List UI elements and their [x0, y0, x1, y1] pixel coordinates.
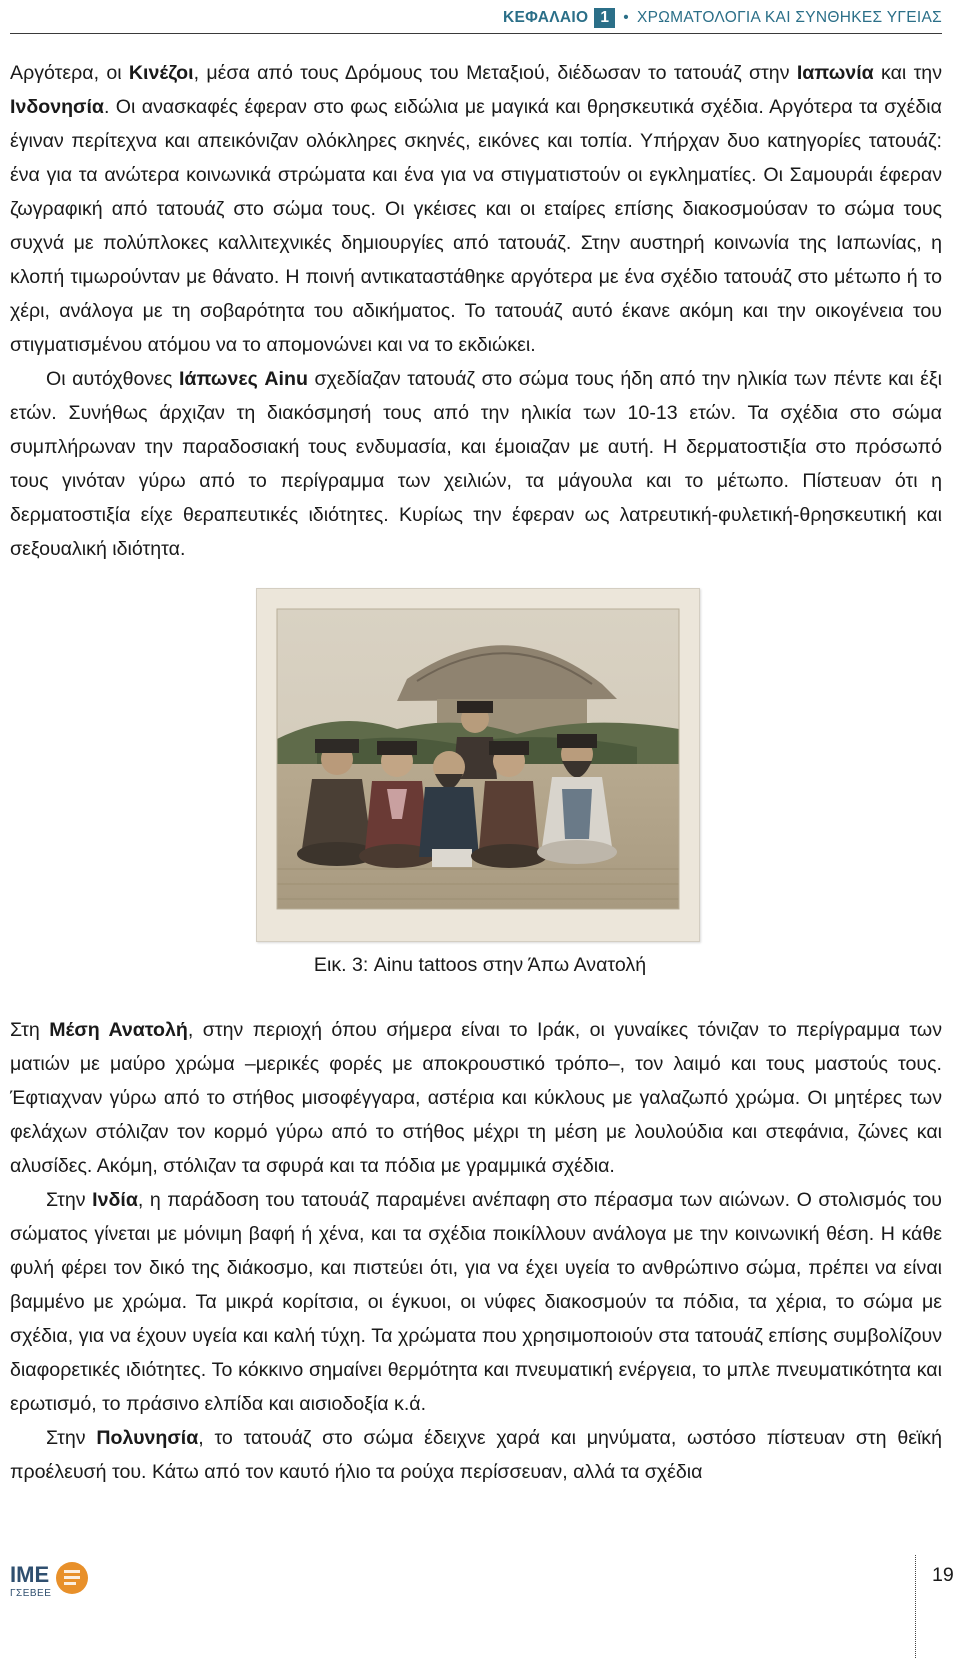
bold-term: Μέση Ανατολή	[49, 1019, 188, 1041]
ime-logo	[10, 1560, 100, 1608]
paragraph-india: Στην Ινδία, η παράδοση του τατουάζ παραμένει ανέπαφη στο πέρασμα των αιώνων. Ο στολισμός του σώματος γίνεται με μόνιμη βαφή ή χένα, και τα σχέδια ποικίλλουν ανάλογα με την κοινωνική θέση. Η κάθε φυλή φέρει τον δικό της διάκοσμο, και πιστεύει ότι, για να έχει υγεία το ανθρώπινο σώμα, πρέπει να είναι βαμμένο με χρώμα. Τα μικρά κορίτσια, οι έγκυοι, οι νύφες διακοσμούν τα πόδια, τα χέρια, το σώμα με σχέδια, για να έχουν υγεία και καλή τύχη. Τα χρώματα που χρησιμοποιούν στα τατουάζ επίσης συμβολίζουν διαφορετικές ιδιότητες. Το κόκκινο σημαίνει θερμότητα και πνευματική ενέργεια, το μπλε πνευματικότητα και ερωτισμό, το πράσινο ελπίδα και αισιοδοξία κ.ά.	[10, 1189, 942, 1415]
figure-caption: Εικ. 3: Ainu tattoos στην Άπω Ανατολή	[313, 954, 647, 976]
section-title: ΧΡΩΜΑΤΟΛΟΓΙΑ ΚΑΙ ΣΥΝΘΗΚΕΣ ΥΓΕΙΑΣ	[636, 9, 942, 26]
logo-subtext: ΓΣΕΒΕΕ	[10, 1588, 52, 1599]
paragraph-middle-east: Στη Μέση Ανατολή, στην περιοχή όπου σήμερα είναι το Ιράκ, οι γυναίκες τόνιζαν το περίγραμμα των ματιών με μαύρο χρώμα –μερικές φορές με αποκρουστικό τρόπο–, τον λαιμό και τους μαστούς τους. Έφτιαχναν γύρω από το στήθος μισοφέγγαρα, αστέρια και κύκλους με γαλαζωπό χρώμα. Οι μητέρες των φελάχων στόλιζαν τον κορμό γύρω από το στήθος μέχρι τη μέση με λουλούδια και στεφάνια, ζώνες και αλυσίδες. Ακόμη, στόλιζαν τα σφυρά και τα πόδια με γραμμικά σχέδια.	[10, 1019, 942, 1177]
paragraph-polynesia: Στην Πολυνησία, το τατουάζ στο σώμα έδειχνε χαρά και μηνύματα, ωστόσο πίστευαν στη θεϊκή προέλευσή του. Κάτω από τον καυτό ήλιο τα ρούχα περίσσευαν, αλλά τα σχέδια	[10, 1427, 942, 1483]
ainu-photo-illustration	[257, 589, 699, 941]
logo-text: ΙΜΕ	[10, 1562, 50, 1587]
header-bullet: •	[623, 9, 629, 26]
ainu-photo	[256, 588, 700, 942]
chapter-label: ΚΕΦΑΛΑΙΟ	[502, 9, 589, 26]
header-rule	[10, 33, 942, 34]
bold-term: Ιάπωνες Ainu	[178, 368, 308, 390]
paragraph-japan: Αργότερα, οι Κινέζοι, μέσα από τους Δρόμους του Μεταξιού, διέδωσαν το τατουάζ στην Ιαπωνία και την Ινδονησία. Οι ανασκαφές έφεραν στο φως ειδώλια με μαγικά και θρησκευτικά σχέδια. Αργότερα τα σχέδια έγιναν περίτεχνα και απεικόνιζαν ολόκληρες σκηνές, εικόνες και τοπία. Υπήρχαν δυο κατηγορίες τατουάζ: ένα για τα ανώτερα κοινωνικά στρώματα και ένα για να στιγματιστούν οι εγκληματίες. Οι Σαμουράι έφεραν ζωγραφική από τατουάζ στο σώμα τους. Οι γκέισες και οι εταίρες επίσης διακοσμούσαν το σώμα τους συχνά με πολύπλοκες καλλιτεχνικές δημιουργίες από τατουάζ. Στην αυστηρή κοινωνία της Ιαπωνίας, η κλοπή τιμωρούνταν με θάνατο. Η ποινή αντικαταστάθηκε αργότερα με ένα σχέδιο τατουάζ στο μέτωπο ή το χέρι, ανάλογα με τη σοβαρότητα του αδικήματος. Το τατουάζ αυτό έκανε ακόμη και την οικογένεια του στιγματισμένου ατόμου να το απομονώνει και να το εκδιώκει.	[10, 62, 943, 356]
bold-term: Ινδία	[92, 1189, 138, 1211]
bold-term: Κινέζοι	[128, 62, 194, 84]
chapter-number: 1	[594, 8, 615, 28]
page-number: 19	[932, 1564, 954, 1586]
paragraph-ainu: Οι αυτόχθονες Ιάπωνες Ainu σχεδίαζαν τατουάζ στο σώμα τους ήδη από την ηλικία των πέντε και έξι ετών. Συνήθως άρχιζαν τη διακόσμησή τους από την ηλικία των 10-13 ετών. Τα σχέδια στο σώμα συμπλήρωναν την παραδοσιακή τους ενδυμασία, και έμοιαζαν με αυτή. Η δερματοστιξία στο πρόσωπό τους γινόταν γύρω από το περίγραμμα των χειλιών, τα μάγουλα και το μέτωπο. Πίστευαν ότι η δερματοστιξία είχε θεραπευτικές ιδιότητες. Κυρίως την έφεραν ως λατρευτική-φυλετική-θρησκευτική και σεξουαλική ιδιότητα.	[10, 368, 942, 560]
logo-mark-icon	[54, 1560, 90, 1596]
text-block-upper	[10, 56, 942, 566]
text-block-lower	[10, 1013, 942, 1489]
bold-term: Ινδονησία	[10, 96, 104, 118]
bold-term: Πολυνησία	[96, 1427, 199, 1449]
bold-term: Ιαπωνία	[796, 62, 874, 84]
page-number-rule	[915, 1555, 916, 1658]
